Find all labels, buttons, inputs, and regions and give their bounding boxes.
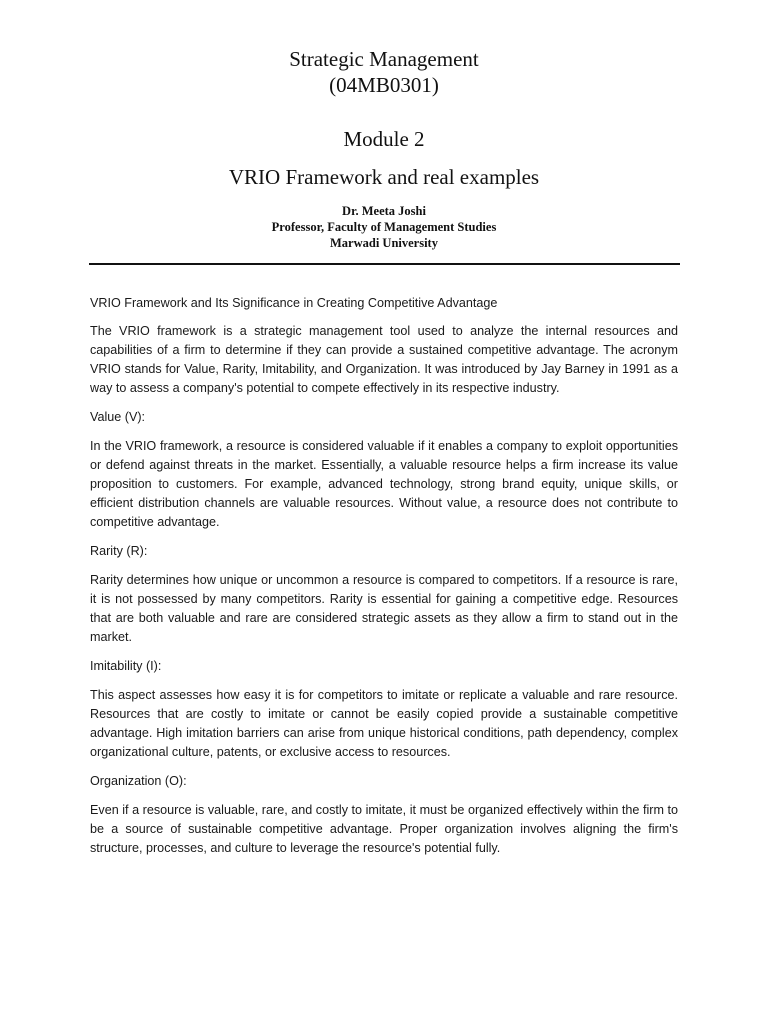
document-header [0, 46, 768, 251]
course-title: Strategic Management [289, 47, 479, 71]
document-title: VRIO Framework and real examples [228, 165, 540, 189]
intro-heading: VRIO Framework and Its Significance in Creating Competitive Advantage [90, 296, 498, 310]
author-name: Dr. Meeta Joshi [342, 204, 426, 218]
author-institution: Marwadi University [330, 236, 438, 250]
section-label-imitability: Imitability (I): [90, 659, 162, 673]
section-label-rarity: Rarity (R): [90, 544, 148, 558]
section-text-rarity: Rarity determines how unique or uncommon a resource is compared to competitors. If a resource is rare, it is not possessed by many competitors. Rarity is essential for gaining a competitive edge. Resources that are both valuable and rare are considered strategic assets as they allow a firm to stand out in the market. [90, 573, 678, 644]
document-body [90, 294, 678, 868]
author-role: Professor, Faculty of Management Studies [271, 220, 497, 234]
header-divider [89, 263, 680, 265]
section-text-organization: Even if a resource is valuable, rare, and costly to imitate, it must be organized effectively within the firm to be a source of sustainable competitive advantage. Proper organization involves aligning the firm's structure, processes, and culture to leverage the resource's potential fully. [90, 803, 678, 855]
section-text-value: In the VRIO framework, a resource is considered valuable if it enables a company to exploit opportunities or defend against threats in the market. Essentially, a valuable resource helps a firm increase its value proposition to customers. For example, advanced technology, strong brand equity, unique skills, or efficient distribution channels are valuable resources. Without value, a resource does not contribute to competitive advantage. [90, 439, 678, 529]
section-text-imitability: This aspect assesses how easy it is for competitors to imitate or replicate a valuable and rare resource. Resources that are costly to imitate or cannot be easily copied provide a sustainable competitive advantage. High imitation barriers can arise from unique historical conditions, path dependency, complex organizational culture, patents, or exclusive access to resources. [90, 688, 678, 759]
intro-paragraph: The VRIO framework is a strategic management tool used to analyze the internal resources and capabilities of a firm to determine if they can provide a sustained competitive advantage. The acronym VRIO stands for Value, Rarity, Imitability, and Organization. It was introduced by Jay Barney in 1991 as a way to assess a company's potential to compete effectively in its respective industry. [90, 324, 678, 395]
section-label-organization: Organization (O): [90, 774, 187, 788]
module-heading: Module 2 [343, 127, 425, 151]
course-code: (04MB0301) [329, 73, 439, 97]
section-label-value: Value (V): [90, 410, 146, 424]
